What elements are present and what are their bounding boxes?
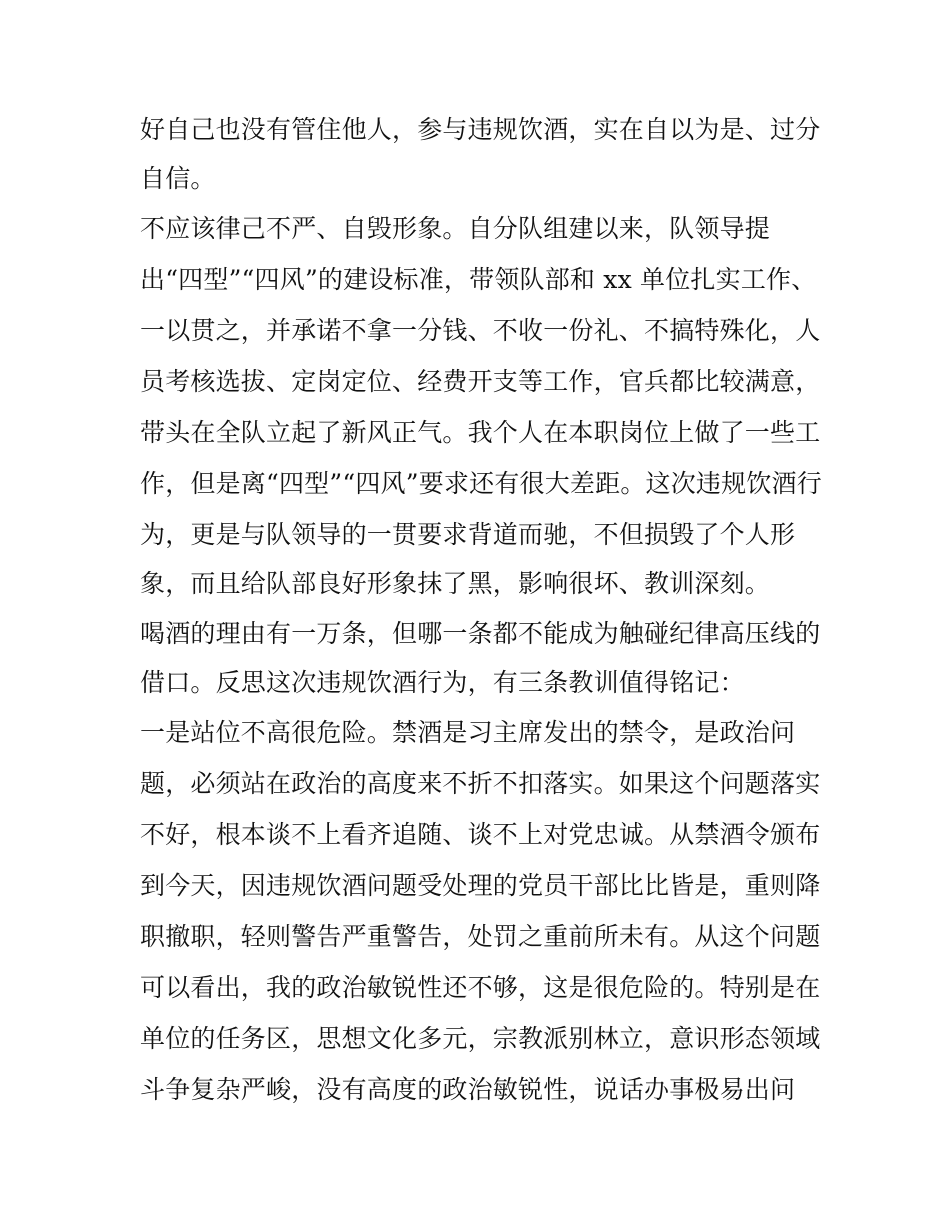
document-body (140, 104, 830, 1115)
text-line: 借口。反思这次违规饮酒行为，有三条教训值得铭记： (140, 668, 745, 697)
text-line: 一是站位不高很危险。禁酒是习主席发出的禁令，是政治问 (140, 718, 796, 747)
text-line: 到今天，因违规饮酒问题受处理的党员干部比比皆是，重则降 (140, 871, 821, 900)
text-line: 为，更是与队领导的一贯要求背道而驰，不但损毁了个人形 (140, 520, 796, 549)
text-line: 单位的任务区，思想文化多元，宗教派别林立，意识形态领域 (140, 1024, 821, 1053)
text-line: 一以贯之，并承诺不拿一分钱、不收一份礼、不搞特殊化，人 (140, 316, 821, 345)
text-line: 职撤职，轻则警告严重警告，处罚之重前所未有。从这个问题 (140, 922, 821, 951)
text-line: 题，必须站在政治的高度来不折不扣落实。如果这个问题落实 (140, 769, 821, 798)
text-line: 不应该律己不严、自毁形象。自分队组建以来，队领导提 (140, 214, 771, 243)
text-line: 自信。 (140, 164, 216, 193)
text-line: 带头在全队立起了新风正气。我个人在本职岗位上做了一些工 (140, 418, 821, 447)
text-line: 可以看出，我的政治敏锐性还不够，这是很危险的。特别是在 (140, 973, 821, 1002)
text-line: 好自己也没有管住他人，参与违规饮酒，实在自以为是、过分 (140, 115, 821, 144)
text-line: 喝酒的理由有一万条，但哪一条都不能成为触碰纪律高压线的 (140, 619, 821, 648)
text-line: 作，但是离“四型”“四风”要求还有很大差距。这次违规饮酒行 (140, 469, 822, 498)
text-line: 象，而且给队部良好形象抹了黑，影响很坏、教训深刻。 (140, 569, 771, 598)
text-line: 斗争复杂严峻，没有高度的政治敏锐性，说话办事极易出问 (140, 1075, 796, 1104)
text-line: 员考核选拔、定岗定位、经费开支等工作，官兵都比较满意， (140, 367, 821, 396)
text-line: 出“四型”“四风”的建设标准，带领队部和 xx 单位扎实工作、 (140, 265, 817, 294)
text-line: 不好，根本谈不上看齐追随、谈不上对党忠诚。从禁酒令颁布 (140, 820, 821, 849)
